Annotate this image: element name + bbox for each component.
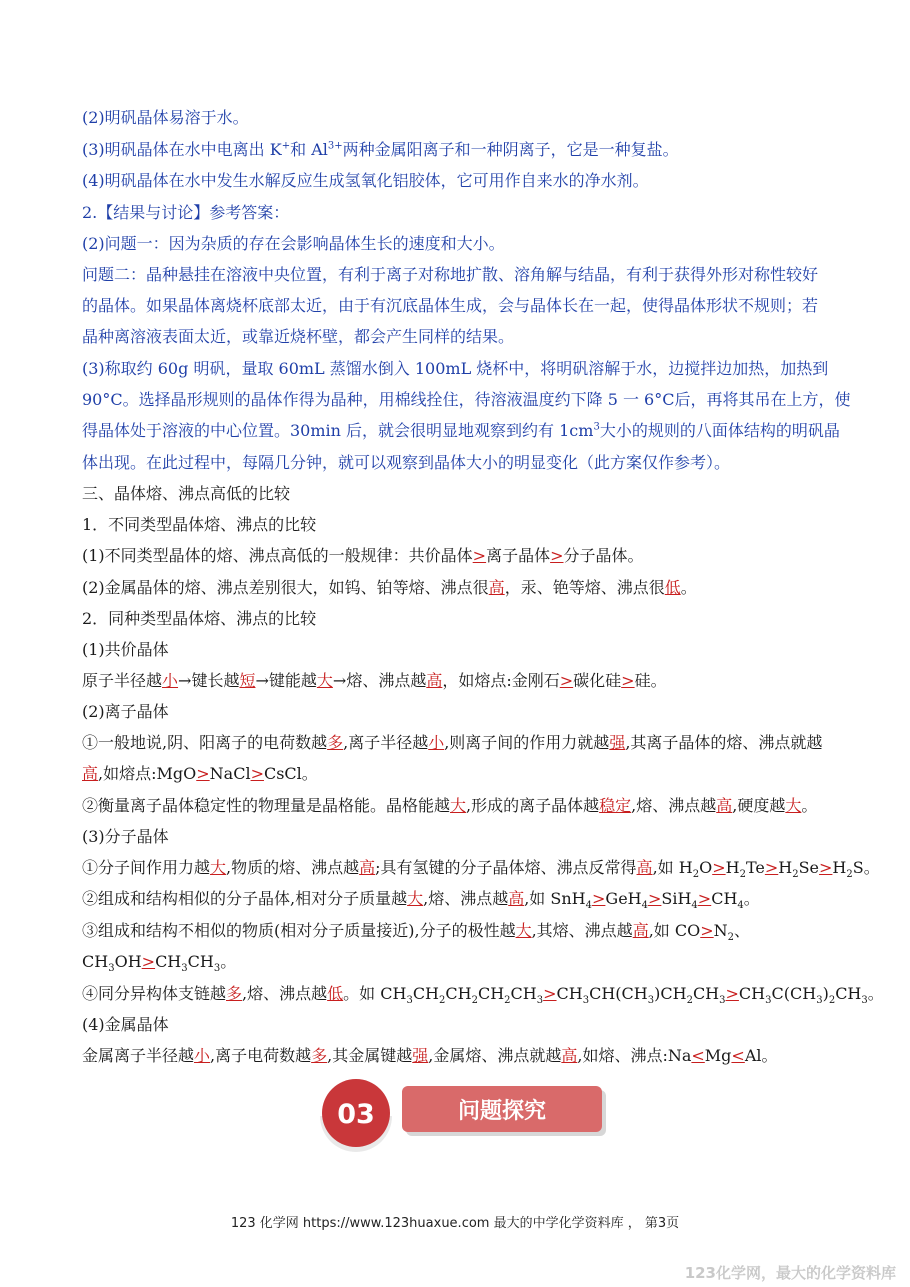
text-line: (2)离子晶体 — [82, 702, 169, 721]
text-line: 高,如熔点:MgO>NaCl>CsCl。 — [82, 764, 318, 783]
watermark: 123化学网，最大的化学资料库 — [684, 1264, 896, 1282]
banner-title: 问题探究 — [457, 1099, 547, 1124]
section-banner — [318, 1078, 618, 1158]
text-line: 金属离子半径越小,离子电荷数越多,其金属键越强,金属熔、沸点就越高,如熔、沸点:Na<Mg<Al。 — [82, 1046, 778, 1065]
text-line: 90°C。选择晶形规则的晶体作得为晶种，用棉线拴住，待溶液温度约下降 5 一 6°C后，再将其吊在上方，使 — [82, 390, 851, 409]
text-line: ②衡量离子晶体稳定性的物理量是晶格能。晶格能越大,形成的离子晶体越稳定,熔、沸点越高,硬度越大。 — [82, 796, 818, 815]
text-line: ④同分异构体支链越多,熔、沸点越低。如 $CH_3CH_2CH_2CH_2CH_3>CH_3CH(CH_3)CH_2CH_3>CH_3C(CH_3)_2CH_3$。 — [82, 984, 884, 1007]
text-line: 体出现。在此过程中，每隔几分钟，就可以观察到晶体大小的明显变化（此方案仅作参考）。 — [82, 453, 731, 472]
text-line: ③组成和结构不相似的物质(相对分子质量接近),分子的极性越大,其熔、沸点越高,如 $CO>N_2$、 — [82, 921, 751, 944]
text-line: ①一般地说,阴、阳离子的电荷数越多,离子半径越小,则离子间的作用力就越强,其离子晶体的熔、沸点就越 — [82, 733, 823, 752]
text-line: 2.【结果与讨论】参考答案： — [82, 203, 290, 222]
text-line: (3)分子晶体 — [82, 827, 169, 846]
text-line: (4)明矾晶体在水中发生水解反应生成氢氧化铝胶体，它可用作自来水的净水剂。 — [82, 171, 649, 190]
text-line: 原子半径越小→键长越短→键能越大→熔、沸点越高，如熔点:金刚石>碳化硅>硅。 — [82, 671, 667, 690]
text-line: (3)称取约 60g 明矾，量取 60mL 蒸馏水倒入 100mL 烧杯中，将明矾溶解于水，边搅拌边加热，加热到 — [82, 359, 829, 378]
text-line: (1)不同类型晶体的熔、沸点高低的一般规律：共价晶体>离子晶体>分子晶体。 — [82, 546, 644, 565]
text-line: (2)问题一：因为杂质的存在会影响晶体生长的速度和大小。 — [82, 234, 505, 253]
text-line: 晶种离溶液表面太近，或靠近烧杯壁，都会产生同样的结果。 — [82, 327, 515, 346]
text-line: (2)明矾晶体易溶于水。 — [82, 108, 249, 127]
text-line: ①分子间作用力越大,物质的熔、沸点越高;具有氢键的分子晶体熔、沸点反常得高,如 $H_2O>H_2Te>H_2Se>H_2S$。 — [82, 858, 880, 881]
text-line: $CH_3OH>CH_3CH_3$。 — [82, 952, 237, 975]
banner-number: 03 — [337, 1099, 375, 1130]
text-line: (2)金属晶体的熔、沸点差别很大，如钨、铂等熔、沸点很高，汞、铯等熔、沸点很低。 — [82, 578, 697, 597]
section-heading: 三、晶体熔、沸点高低的比较 — [82, 484, 291, 503]
text-line: ②组成和结构相似的分子晶体,相对分子质量越大,熔、沸点越高,如 $SnH_4>GeH_4>SiH_4>CH_4$。 — [82, 889, 760, 912]
text-line: (4)金属晶体 — [82, 1015, 169, 1034]
page-footer: 123 化学网 https://www.123huaxue.com 最大的中学化学资料库 ， 第3页 — [230, 1216, 680, 1231]
section-heading: 2．同种类型晶体熔、沸点的比较 — [82, 609, 317, 628]
section-heading: 1．不同类型晶体熔、沸点的比较 — [82, 515, 317, 534]
text-line: 得晶体处于溶液的中心位置。30min 后，就会很明显地观察到约有 $1cm^3$大小的规则的八面体结构的明矾晶 — [82, 421, 840, 440]
text-line: (1)共价晶体 — [82, 640, 169, 659]
text-line: 问题二：晶种悬挂在溶液中央位置，有利于离子对称地扩散、溶角解与结晶，有利于获得外形对称性较好 — [82, 265, 819, 284]
text-line: 的晶体。如果晶体离烧杯底部太近，由于有沉底晶体生成，会与晶体长在一起，使得晶体形状不规则；若 — [82, 296, 819, 315]
text-line: (3)明矾晶体在水中电离出 K+和 $Al^{3+}$两种金属阳离子和一种阴离子，它是一种复盐。 — [82, 140, 679, 159]
